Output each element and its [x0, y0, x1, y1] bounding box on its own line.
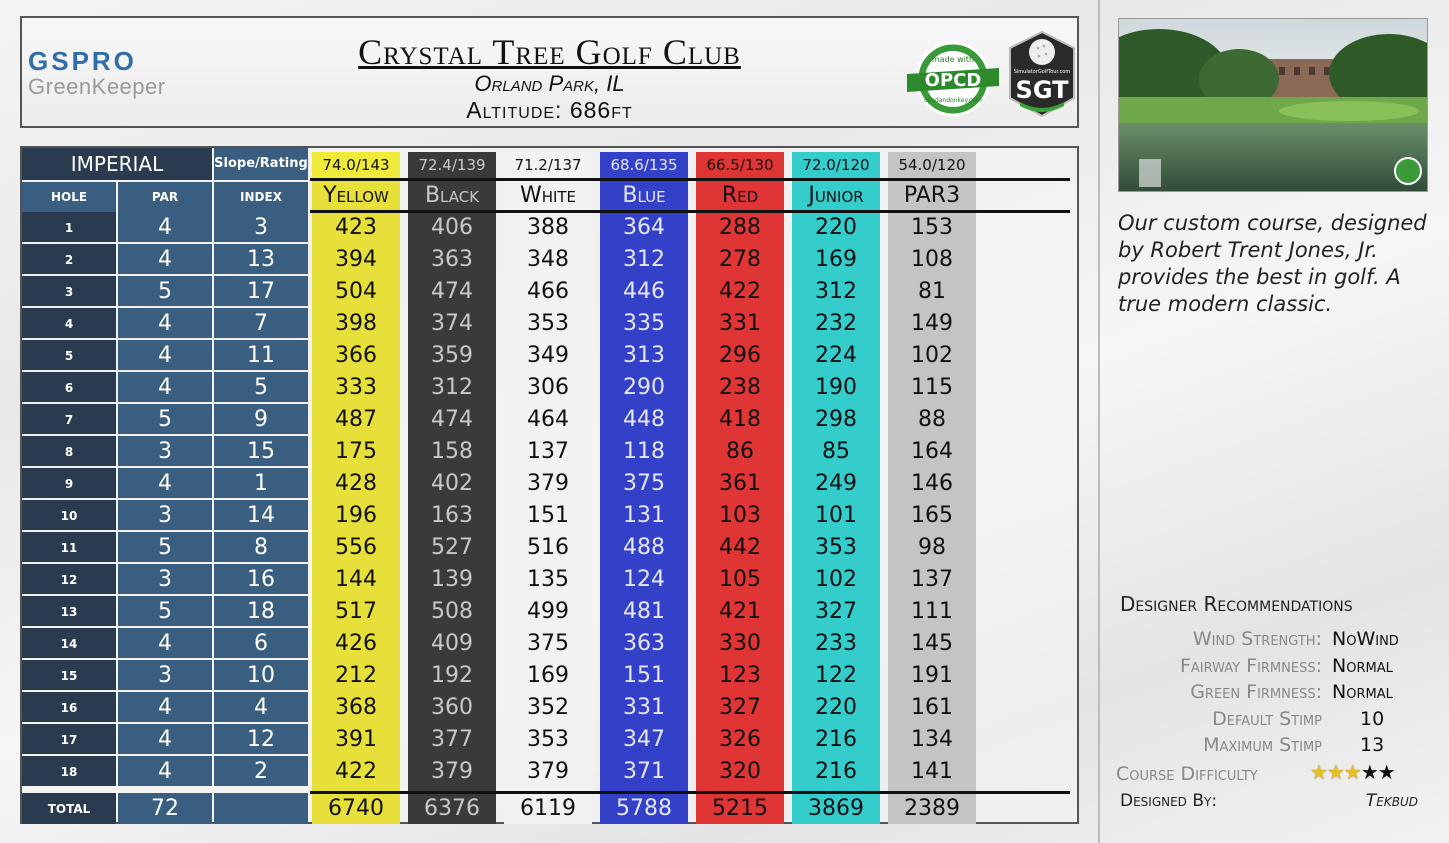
yardage-cell: 488 — [623, 535, 665, 560]
recommendation-value: 10 — [1360, 707, 1385, 730]
yardage-cell: 422 — [335, 759, 377, 784]
sgt-badge-top: SimulatorGolfTour.com — [1013, 69, 1071, 75]
gspro-logo-text: GSPRO — [28, 46, 137, 76]
yardage-cell: 347 — [623, 727, 665, 752]
hole-total: TOTAL — [22, 793, 116, 824]
index-cell: 10 — [214, 660, 308, 690]
hole-cell: 10 — [22, 500, 116, 530]
yardage-cell: 131 — [623, 503, 665, 528]
tee-total: 5215 — [712, 796, 768, 821]
yardage-cell: 288 — [719, 215, 761, 240]
yardage-cell: 379 — [527, 759, 569, 784]
yardage-cell: 527 — [431, 535, 473, 560]
par-cell: 3 — [118, 660, 212, 690]
yardage-cell: 312 — [623, 247, 665, 272]
yardage-cell: 363 — [623, 631, 665, 656]
hole-cell: 1 — [22, 212, 116, 242]
slope-rating-label: Slope/Rating — [214, 156, 308, 171]
yardage-cell: 335 — [623, 311, 665, 336]
index-cell: 2 — [214, 756, 308, 786]
yardage-cell: 224 — [815, 343, 857, 368]
yardage-cell: 165 — [911, 503, 953, 528]
star-empty-icon: ★ — [1360, 760, 1378, 784]
hole-cell: 14 — [22, 628, 116, 658]
yardage-cell: 353 — [815, 535, 857, 560]
recommendation-value: 13 — [1360, 734, 1385, 756]
yardage-cell: 423 — [335, 215, 377, 240]
yardage-cell: 499 — [527, 599, 569, 624]
par-cell: 4 — [118, 340, 212, 370]
index-cell: 7 — [214, 308, 308, 338]
index-cell: 15 — [214, 436, 308, 466]
yardage-cell: 474 — [431, 279, 473, 304]
yardage-cell: 103 — [719, 503, 761, 528]
yardage-cell: 145 — [911, 631, 953, 656]
yardage-cell: 212 — [335, 663, 377, 688]
tee-name: PAR3 — [903, 183, 961, 208]
hole-cell: 8 — [22, 436, 116, 466]
yardage-cell: 312 — [815, 279, 857, 304]
yardage-cell: 151 — [623, 663, 665, 688]
yardage-cell: 141 — [911, 759, 953, 784]
yardage-cell: 418 — [719, 407, 761, 432]
tee-name: White — [519, 183, 577, 208]
course-header — [20, 16, 1079, 128]
par-cell: 3 — [118, 500, 212, 530]
tee-name: Blue — [622, 183, 666, 208]
tee-rating: 72.4/139 — [408, 152, 496, 178]
course-description: Our custom course, designed by Robert Trent Jones, Jr. provides the best in golf. A true modern classic. — [1118, 211, 1427, 316]
designed-by-label: Designed By: — [1120, 791, 1218, 811]
tee-column-blue — [600, 148, 688, 824]
yardage-cell: 296 — [719, 343, 761, 368]
yardage-cell: 474 — [431, 407, 473, 432]
recommendation-value: NoWind — [1332, 628, 1399, 650]
par-cell: 4 — [118, 308, 212, 338]
yardage-cell: 102 — [815, 567, 857, 592]
hole-column — [22, 148, 116, 824]
yardage-cell: 326 — [719, 727, 761, 752]
difficulty-stars — [1310, 760, 1395, 784]
tee-total: 6119 — [520, 796, 576, 821]
par-total: 72 — [118, 793, 212, 824]
recommendation-row — [1100, 628, 1430, 654]
hole-cell: 3 — [22, 276, 116, 306]
yardage-cell: 379 — [527, 471, 569, 496]
index-cell: 5 — [214, 372, 308, 402]
hole-cell: 7 — [22, 404, 116, 434]
index-cell: 12 — [214, 724, 308, 754]
yardage-cell: 169 — [527, 663, 569, 688]
recommendation-label: Fairway Firmness: — [1179, 654, 1322, 677]
yardage-cell: 426 — [335, 631, 377, 656]
yardage-cell: 298 — [815, 407, 857, 432]
yardage-cell: 134 — [911, 727, 953, 752]
yardage-cell: 481 — [623, 599, 665, 624]
recommendation-row — [1100, 708, 1430, 734]
sgt-badge-main: SGT — [1015, 76, 1069, 104]
hole-header: HOLE — [22, 182, 116, 212]
yardage-cell: 123 — [719, 663, 761, 688]
yardage-cell: 359 — [431, 343, 473, 368]
tee-total: 3869 — [808, 796, 864, 821]
yardage-cell: 406 — [431, 215, 473, 240]
yardage-cell: 220 — [815, 695, 857, 720]
yardage-cell: 402 — [431, 471, 473, 496]
par-cell: 5 — [118, 532, 212, 562]
header-rule-bottom — [310, 210, 1070, 213]
yardage-cell: 135 — [527, 567, 569, 592]
yardage-cell: 348 — [527, 247, 569, 272]
yardage-cell: 504 — [335, 279, 377, 304]
yardage-cell: 151 — [527, 503, 569, 528]
index-header: INDEX — [214, 182, 308, 212]
yardage-cell: 278 — [719, 247, 761, 272]
designed-by-row — [1100, 791, 1430, 815]
yardage-cell: 377 — [431, 727, 473, 752]
yardage-cell: 233 — [815, 631, 857, 656]
index-cell: 11 — [214, 340, 308, 370]
course-photo-image — [1119, 19, 1428, 192]
yardage-cell: 196 — [335, 503, 377, 528]
recommendation-label: Green Firmness: — [1190, 681, 1322, 703]
yardage-cell: 105 — [719, 567, 761, 592]
yardage-cell: 312 — [431, 375, 473, 400]
yardage-cell: 421 — [719, 599, 761, 624]
course-location: Orland Park, IL — [474, 71, 625, 96]
tee-column-black — [408, 148, 496, 824]
hole-cell: 13 — [22, 596, 116, 626]
par-column — [118, 148, 212, 824]
total-rule — [310, 791, 1070, 794]
tee-column-junior — [792, 148, 880, 824]
yardage-cell: 137 — [527, 439, 569, 464]
tee-total: 2389 — [904, 796, 960, 821]
yardage-cell: 144 — [335, 567, 377, 592]
tee-column-white — [504, 148, 592, 824]
yardage-cell: 327 — [815, 599, 857, 624]
yardage-cell: 169 — [815, 247, 857, 272]
index-cell: 6 — [214, 628, 308, 658]
recommendation-row — [1100, 655, 1430, 681]
yardage-cell: 391 — [335, 727, 377, 752]
yardage-cell: 364 — [623, 215, 665, 240]
yardage-cell: 375 — [527, 631, 569, 656]
yardage-cell: 139 — [431, 567, 473, 592]
yardage-cell: 363 — [431, 247, 473, 272]
yardage-cell: 149 — [911, 311, 953, 336]
tee-total: 6376 — [424, 796, 480, 821]
yardage-cell: 115 — [911, 375, 953, 400]
par-cell: 4 — [118, 468, 212, 498]
tee-name: Black — [424, 183, 480, 208]
yardage-cell: 394 — [335, 247, 377, 272]
tee-rating: 71.2/137 — [504, 152, 592, 178]
designer-name: Tekbud — [1365, 791, 1418, 811]
yardage-cell: 306 — [527, 375, 569, 400]
tee-total: 6740 — [328, 796, 384, 821]
par-cell: 5 — [118, 276, 212, 306]
yardage-cell: 320 — [719, 759, 761, 784]
recommendation-label: Wind Strength: — [1192, 628, 1322, 650]
yardage-cell: 422 — [719, 279, 761, 304]
yardage-cell: 442 — [719, 535, 761, 560]
yardage-cell: 375 — [623, 471, 665, 496]
tee-rating: 68.6/135 — [600, 152, 688, 178]
greenkeeper-logo-text: GreenKeeper — [28, 74, 166, 99]
yardage-cell: 249 — [815, 471, 857, 496]
yardage-cell: 466 — [527, 279, 569, 304]
index-cell: 13 — [214, 244, 308, 274]
tee-name: Yellow — [323, 183, 389, 208]
recommendation-row — [1100, 681, 1430, 707]
tee-rating: 74.0/143 — [312, 152, 400, 178]
yardage-cell: 216 — [815, 759, 857, 784]
index-total — [214, 793, 308, 824]
sgt-badge-icon — [1006, 28, 1078, 120]
par-cell: 4 — [118, 372, 212, 402]
yardage-cell: 164 — [911, 439, 953, 464]
yardage-cell: 101 — [815, 503, 857, 528]
yardage-cell: 137 — [911, 567, 953, 592]
star-filled-icon: ★ — [1343, 760, 1361, 784]
recommendation-label: Maximum Stimp — [1203, 734, 1322, 756]
hole-cell: 4 — [22, 308, 116, 338]
par-header: PAR — [118, 182, 212, 212]
yardage-cell: 331 — [719, 311, 761, 336]
yardage-cell: 331 — [623, 695, 665, 720]
tee-column-yellow — [312, 148, 400, 824]
par-cell: 4 — [118, 212, 212, 242]
tee-rating: 66.5/130 — [696, 152, 784, 178]
recommendation-label: Default Stimp — [1212, 707, 1322, 730]
yardage-cell: 232 — [815, 311, 857, 336]
yardage-cell: 111 — [911, 599, 953, 624]
hole-cell: 6 — [22, 372, 116, 402]
yardage-cell: 216 — [815, 727, 857, 752]
hole-cell: 16 — [22, 692, 116, 722]
yardage-cell: 409 — [431, 631, 473, 656]
units-label: IMPERIAL — [70, 152, 164, 176]
yardage-cell: 353 — [527, 727, 569, 752]
yardage-cell: 352 — [527, 695, 569, 720]
yardage-cell: 118 — [623, 439, 665, 464]
par-cell: 4 — [118, 724, 212, 754]
yardage-cell: 163 — [431, 503, 473, 528]
yardage-cell: 487 — [335, 407, 377, 432]
yardage-cell: 428 — [335, 471, 377, 496]
opcd-badge-bottom: opcdandonkey.com — [924, 97, 982, 104]
hole-cell: 2 — [22, 244, 116, 274]
yardage-cell: 374 — [431, 311, 473, 336]
opcd-badge-main: OPCD — [924, 70, 982, 91]
yardage-cell: 327 — [719, 695, 761, 720]
index-cell: 3 — [214, 212, 308, 242]
course-photo — [1118, 18, 1428, 192]
yardage-cell: 360 — [431, 695, 473, 720]
yardage-cell: 464 — [527, 407, 569, 432]
tee-name: Red — [721, 183, 759, 208]
yardage-cell: 81 — [918, 279, 946, 304]
yardage-cell: 124 — [623, 567, 665, 592]
recommendation-value: Normal — [1332, 681, 1393, 703]
recommendation-row — [1100, 734, 1430, 760]
index-cell: 16 — [214, 564, 308, 594]
yardage-cell: 361 — [719, 471, 761, 496]
par-cell: 3 — [118, 564, 212, 594]
par-cell: 5 — [118, 404, 212, 434]
scorecard — [20, 146, 1079, 824]
yardage-cell: 379 — [431, 759, 473, 784]
yardage-cell: 122 — [815, 663, 857, 688]
tee-rating: 72.0/120 — [792, 152, 880, 178]
yardage-cell: 366 — [335, 343, 377, 368]
index-cell: 9 — [214, 404, 308, 434]
index-cell: 8 — [214, 532, 308, 562]
tee-total: 5788 — [616, 796, 672, 821]
yardage-cell: 158 — [431, 439, 473, 464]
yardage-cell: 191 — [911, 663, 953, 688]
star-filled-icon: ★ — [1326, 760, 1344, 784]
course-difficulty-label: Course Difficulty — [1116, 763, 1258, 785]
tee-rating: 54.0/120 — [888, 152, 976, 178]
opcd-badge-icon — [905, 40, 1001, 118]
yardage-cell: 349 — [527, 343, 569, 368]
hole-cell: 12 — [22, 564, 116, 594]
index-cell: 14 — [214, 500, 308, 530]
yardage-cell: 388 — [527, 215, 569, 240]
yardage-cell: 290 — [623, 375, 665, 400]
header-rule-top — [310, 178, 1070, 181]
yardage-cell: 192 — [431, 663, 473, 688]
yardage-cell: 220 — [815, 215, 857, 240]
par-cell: 4 — [118, 692, 212, 722]
tee-name: Junior — [808, 183, 864, 208]
opcd-badge-top: made with — [931, 55, 975, 64]
yardage-cell: 86 — [726, 439, 754, 464]
yardage-cell: 313 — [623, 343, 665, 368]
yardage-cell: 85 — [822, 439, 850, 464]
yardage-cell: 153 — [911, 215, 953, 240]
yardage-cell: 161 — [911, 695, 953, 720]
index-cell: 4 — [214, 692, 308, 722]
hole-cell: 17 — [22, 724, 116, 754]
par-cell: 4 — [118, 628, 212, 658]
yardage-cell: 448 — [623, 407, 665, 432]
yardage-cell: 516 — [527, 535, 569, 560]
index-cell: 18 — [214, 596, 308, 626]
yardage-cell: 508 — [431, 599, 473, 624]
yardage-cell: 330 — [719, 631, 761, 656]
yardage-cell: 88 — [918, 407, 946, 432]
course-difficulty-row — [1100, 760, 1430, 789]
yardage-cell: 108 — [911, 247, 953, 272]
hole-cell: 15 — [22, 660, 116, 690]
hole-cell: 18 — [22, 756, 116, 786]
yardage-cell: 146 — [911, 471, 953, 496]
yardage-cell: 446 — [623, 279, 665, 304]
recommendation-value: Normal — [1332, 654, 1393, 677]
yardage-cell: 98 — [918, 535, 946, 560]
yardage-cell: 102 — [911, 343, 953, 368]
index-column — [214, 148, 308, 824]
yardage-cell: 333 — [335, 375, 377, 400]
course-altitude: Altitude: 686ft — [466, 97, 633, 123]
yardage-cell: 556 — [335, 535, 377, 560]
star-empty-icon: ★ — [1377, 760, 1395, 784]
designer-recommendations-title: Designer Recommendations — [1120, 592, 1353, 616]
yardage-cell: 368 — [335, 695, 377, 720]
hole-cell: 11 — [22, 532, 116, 562]
index-cell: 1 — [214, 468, 308, 498]
tee-column-par3 — [888, 148, 976, 824]
course-name: Crystal Tree Golf Club — [358, 32, 741, 72]
yardage-cell: 175 — [335, 439, 377, 464]
par-cell: 4 — [118, 756, 212, 786]
star-filled-icon: ★ — [1310, 760, 1327, 784]
yardage-cell: 398 — [335, 311, 377, 336]
yardage-cell: 353 — [527, 311, 569, 336]
yardage-cell: 238 — [719, 375, 761, 400]
yardage-cell: 517 — [335, 599, 377, 624]
tee-column-red — [696, 148, 784, 824]
par-cell: 3 — [118, 436, 212, 466]
hole-cell: 9 — [22, 468, 116, 498]
par-cell: 4 — [118, 244, 212, 274]
yardage-cell: 371 — [623, 759, 665, 784]
hole-cell: 5 — [22, 340, 116, 370]
yardage-cell: 190 — [815, 375, 857, 400]
par-cell: 5 — [118, 596, 212, 626]
index-cell: 17 — [214, 276, 308, 306]
